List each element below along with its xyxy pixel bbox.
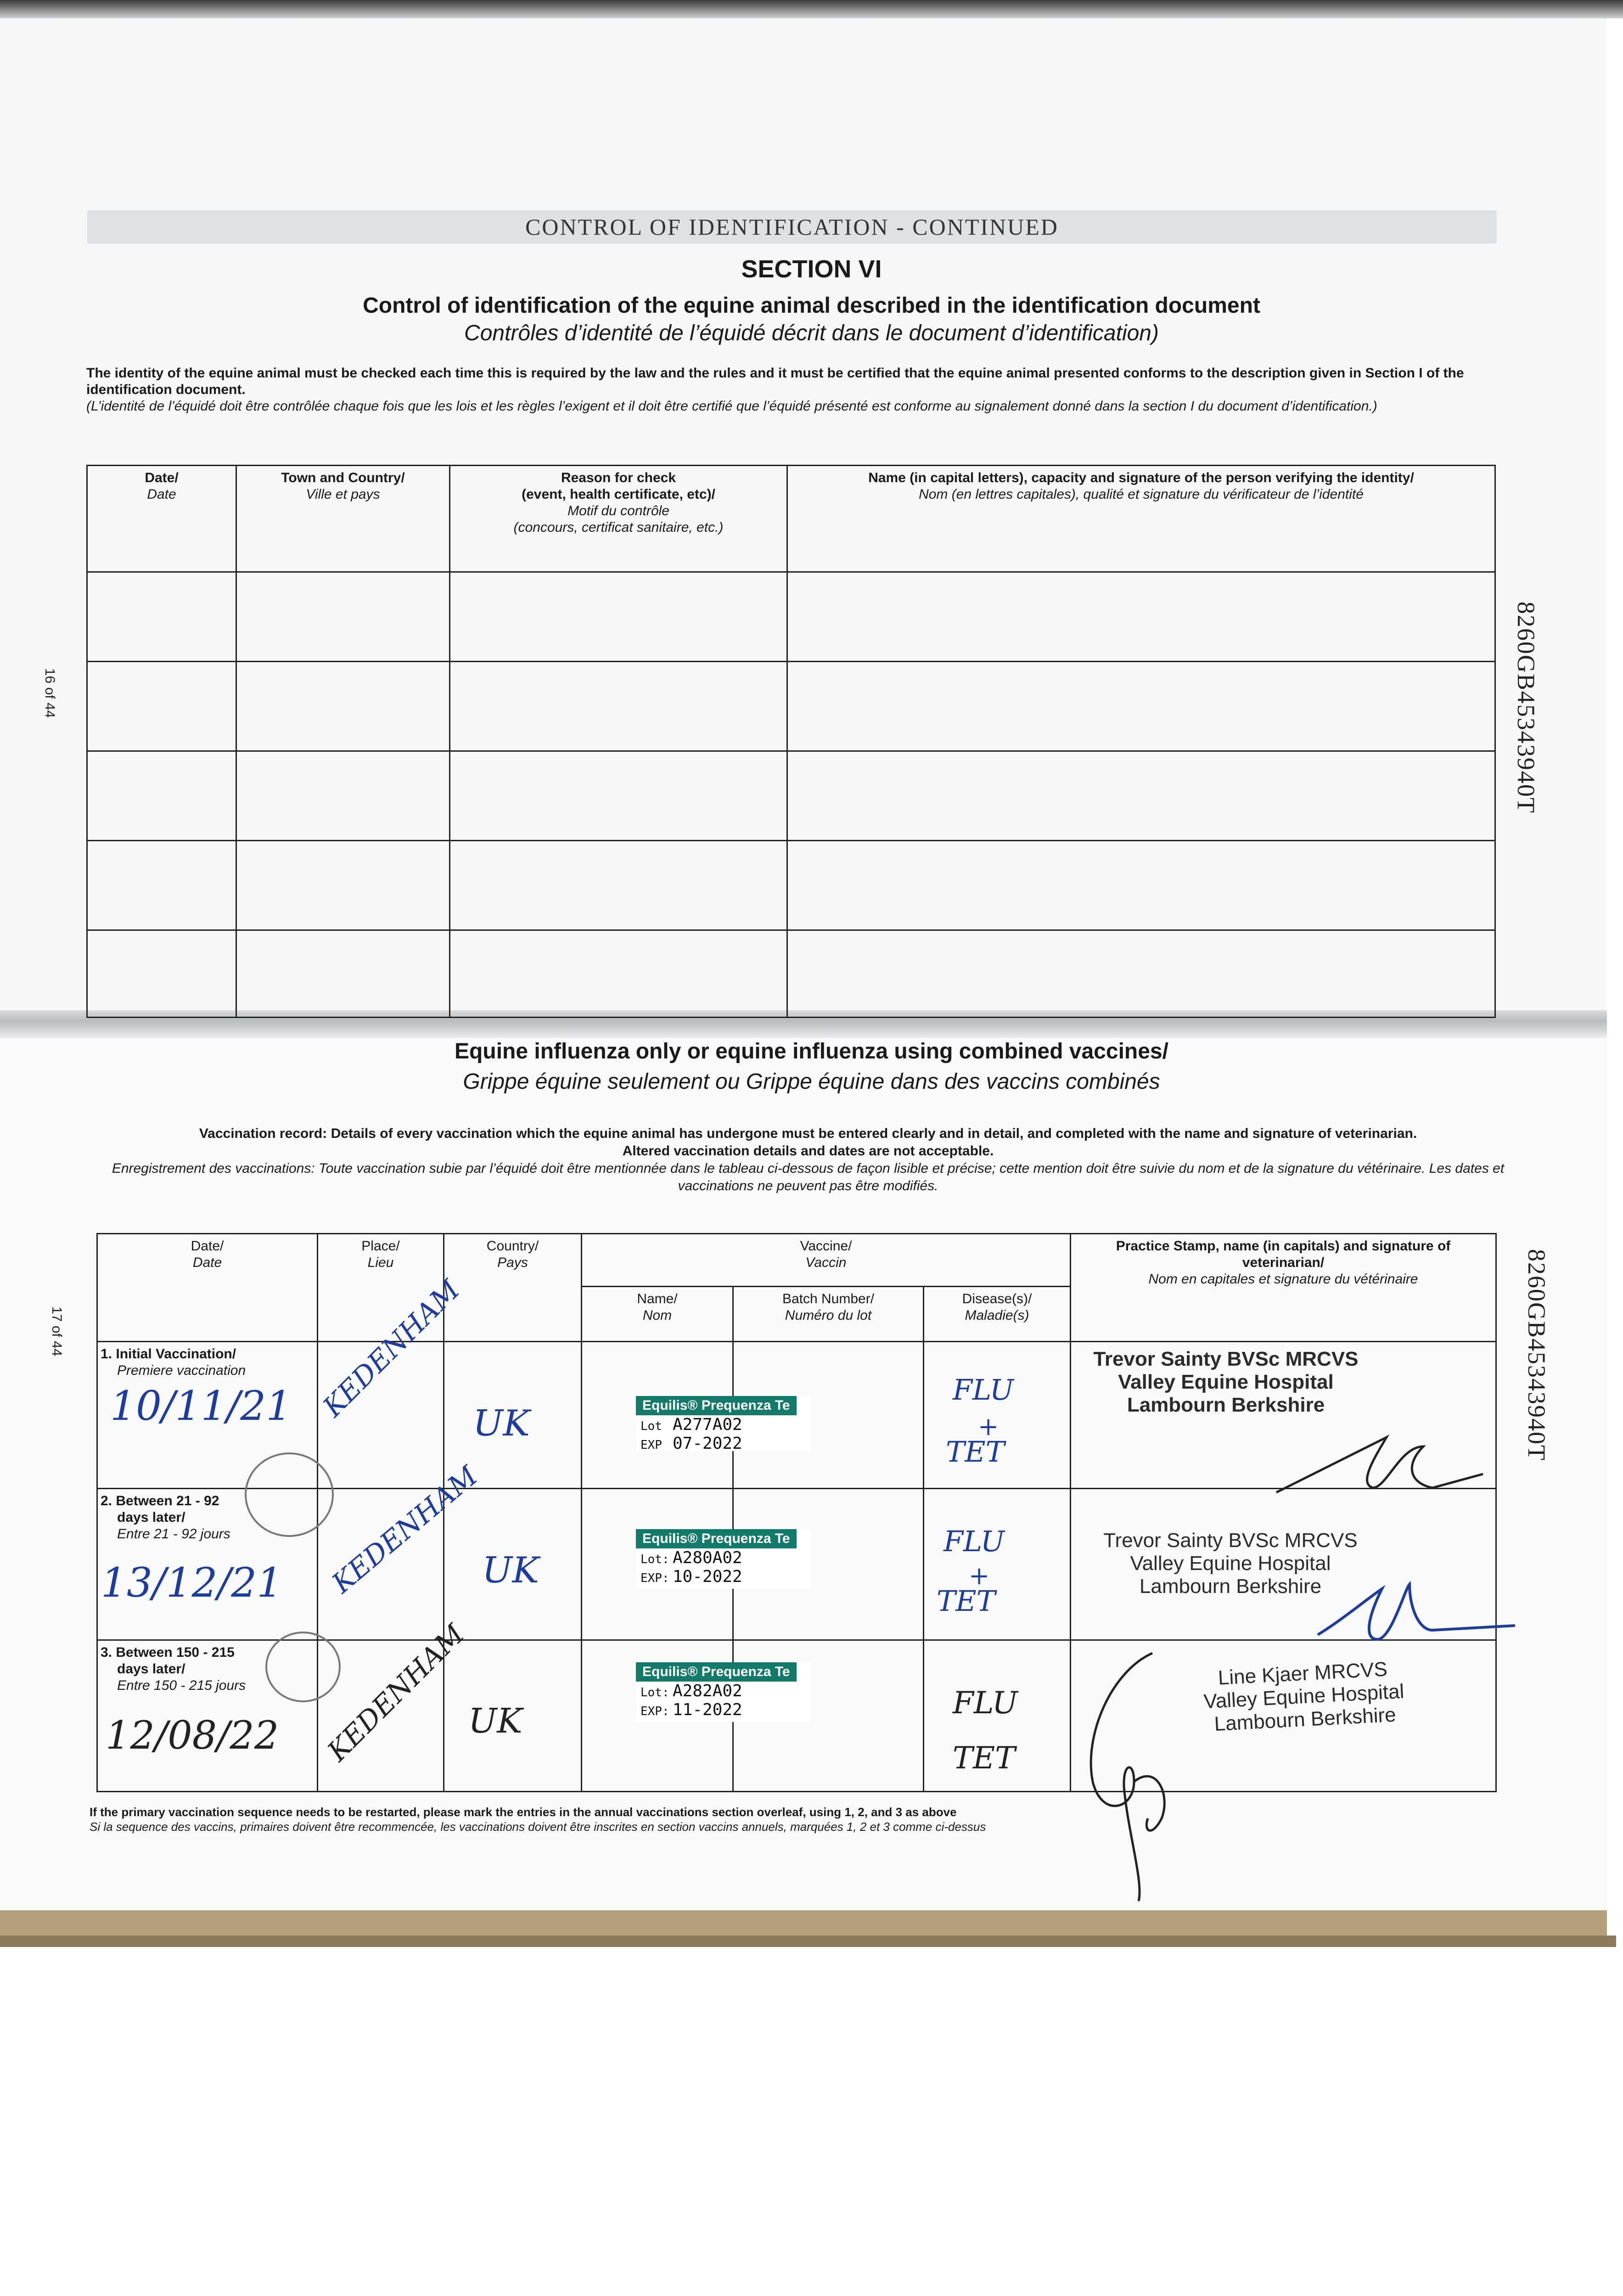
row1-stamp-location: Lambourn Berkshire: [1127, 1394, 1325, 1416]
header-reason-fr: Motif du contrôle: [567, 503, 669, 518]
header-date-fr: Date: [147, 487, 176, 502]
row2-vaccine-sticker: [636, 1529, 810, 1589]
row1-label-fr: Premiere vaccination: [117, 1363, 246, 1378]
row3-disease-1: FLU: [953, 1685, 1018, 1721]
row1-exp-key: EXP: [640, 1438, 662, 1452]
vaccine-notes: [96, 1125, 1520, 1195]
row1-label: 1. Initial Vaccination/: [101, 1346, 236, 1362]
row3-date: 12/08/22: [106, 1713, 279, 1758]
table-row: [87, 841, 1495, 930]
vacc-header-batch: [733, 1287, 924, 1342]
section-subtitle: Contrôles d’identité de l’équidé décrit dans le document d’identification): [464, 321, 1159, 345]
row1-signature: [1267, 1419, 1497, 1502]
row1-lot: A277A02: [673, 1415, 742, 1434]
vacc-header-row: [97, 1234, 1496, 1287]
footer-en: If the primary vaccination sequence needs to be restarted, please mark the entries in the annual vaccinations section overleaf, using 1, 2, and 3 as above: [90, 1805, 957, 1819]
table-header-row: [87, 466, 1495, 572]
vacc-header-date: [97, 1234, 318, 1342]
row2-date: 13/12/21: [101, 1559, 283, 1606]
row1-disease-3: TET: [946, 1435, 1005, 1469]
vaccine-section-title: Equine influenza only or equine influenza using combined vaccines/: [455, 1039, 1168, 1064]
header-reason-en-2: (event, health certificate, etc)/: [522, 487, 715, 502]
vacc-header-name-fr: Nom: [642, 1308, 672, 1323]
row2-lot-key: Lot:: [640, 1553, 669, 1566]
header-date: [87, 466, 236, 572]
table-row: [87, 572, 1495, 662]
header-town-en: Town and Country/: [281, 470, 405, 485]
intro-english: The identity of the equine animal must be checked each time this is required by the law and the rules and it must be certified that the equine animal presented conforms to the description given in Section I of the identification document.: [86, 366, 1464, 397]
header-verifier-en: Name (in capital letters), capacity and signature of the person verifying the identity/: [868, 470, 1414, 485]
row1-stamp-practice: Valley Equine Hospital: [1118, 1371, 1334, 1393]
vacc-header-disease-en: Disease(s)/: [962, 1291, 1032, 1306]
row2-disease-2: +: [969, 1561, 990, 1590]
row1-country: UK: [473, 1403, 530, 1444]
row1-stamp-name: Trevor Sainty BVSc MRCVS: [1093, 1348, 1359, 1370]
passport-number-bottom: 8260GB45343940T: [1523, 1249, 1550, 1461]
section-title: Control of identification of the equine animal described in the identification document: [363, 293, 1260, 318]
vacc-header-name: [582, 1287, 733, 1342]
row3-vaccine-sticker: [636, 1662, 810, 1722]
vacc-header-stamp-en: Practice Stamp, name (in capitals) and signature of veterinarian/: [1116, 1238, 1451, 1270]
row3-label: 3. Between 150 - 215: [101, 1645, 235, 1660]
section-banner-text: CONTROL OF IDENTIFICATION - CONTINUED: [525, 214, 1059, 240]
vacc-header-vaccine-en: Vaccine/: [800, 1238, 852, 1254]
header-reason: [450, 466, 787, 572]
table-row: [87, 662, 1495, 751]
vaccine-note-en: Vaccination record: Details of every vaccination which the equine animal has undergone must be entered clearly and in detail, and completed with the name and signature of veterinarian.: [199, 1126, 1417, 1141]
header-town: [236, 466, 450, 572]
intro-text: [86, 365, 1487, 415]
table-row: [87, 930, 1495, 1018]
book-cover-edge-dark: [0, 1936, 1616, 1947]
header-reason-en: Reason for check: [561, 470, 676, 485]
row2-stamp-location: Lambourn Berkshire: [1139, 1575, 1322, 1598]
table-row: [87, 751, 1495, 841]
vacc-header-stamp-fr: Nom en capitales et signature du vétérinaire: [1148, 1272, 1418, 1287]
row3-stamp-name: Line Kjaer MRCVS: [1217, 1658, 1388, 1689]
header-verifier-fr: Nom (en lettres capitales), qualité et signature du vérificateur de l’identité: [919, 487, 1364, 502]
page-number-bottom: 17 of 44: [49, 1306, 64, 1356]
vacc-header-disease-fr: Maladie(s): [965, 1308, 1029, 1323]
vaccine-section-title-fr: Grippe équine seulement ou Grippe équine dans des vaccins combinés: [463, 1069, 1160, 1094]
row2-stamp-name: Trevor Sainty BVSc MRCVS: [1103, 1529, 1358, 1552]
row2-country: UK: [482, 1550, 539, 1591]
row1-disease-2: +: [978, 1412, 999, 1441]
footer-fr: Si la sequence des vaccins, primaires doivent être recommencée, les vaccinations doivent être inscrites en section vaccins annuels, marquées 1, 2 et 3 comme ci-dessus: [90, 1820, 986, 1834]
row3-exp-key: EXP:: [640, 1705, 669, 1718]
row3-lot-key: Lot:: [640, 1686, 669, 1699]
identification-table: [86, 465, 1496, 1018]
row3-stamp-location: Lambourn Berkshire: [1213, 1703, 1397, 1736]
section-heading: SECTION VI: [741, 255, 882, 283]
vacc-header-stamp: [1071, 1234, 1496, 1342]
section-banner: [87, 210, 1497, 243]
row2-disease-1: FLU: [943, 1525, 1005, 1558]
passport-number-top: 8260GB45343940T: [1512, 602, 1540, 814]
row1-lot-key: Lot: [640, 1419, 662, 1433]
vacc-header-disease: [924, 1287, 1071, 1342]
header-verifier: [787, 466, 1495, 572]
intro-french: (L’identité de l’équidé doit être contrôlée chaque fois que les lois et les règles l’exigent et il doit être certifié que l’équidé présenté est conforme au signalement donné dans la section I du document d’identification.): [86, 399, 1377, 414]
vacc-header-country: [444, 1234, 582, 1342]
vacc-header-vaccine: [582, 1234, 1071, 1287]
row1-ink-circle: [239, 1446, 340, 1543]
row1-date: 10/11/21: [110, 1382, 292, 1429]
row1-exp: 07-2022: [673, 1434, 742, 1453]
row3-country: UK: [468, 1701, 522, 1741]
row2-exp: 10-2022: [673, 1567, 742, 1586]
row1-sticker-brand: Equilis® Prequenza Te: [636, 1396, 797, 1415]
row3-exp: 11-2022: [673, 1700, 742, 1719]
vacc-header-batch-en: Batch Number/: [782, 1291, 875, 1306]
vacc-header-batch-fr: Numéro du lot: [785, 1308, 872, 1323]
row3-disease-2: TET: [953, 1740, 1016, 1776]
vacc-header-country-en: Country/: [486, 1238, 539, 1254]
vacc-header-place-en: Place/: [361, 1238, 400, 1254]
row1-disease-1: FLU: [953, 1373, 1014, 1407]
row3-label-2: days later/: [117, 1661, 185, 1677]
page-number-top: 16 of 44: [42, 668, 57, 718]
vaccine-note-fr: Enregistrement des vaccinations: Toute vaccination subie par l’équidé doit être mentionnée dans le tableau ci-dessous de façon lisible et précise; cette mention doit être suivie du nom et de la signature du vétérinaire. Les dates et vaccinations ne peuvent pas être modifiés.: [112, 1161, 1505, 1193]
row3-place: KEDENHAM: [321, 1618, 471, 1768]
row2-exp-key: EXP:: [640, 1571, 669, 1585]
header-date-en: Date/: [145, 470, 179, 485]
vacc-header-date-fr: Date: [192, 1255, 222, 1270]
row3-stamp-practice: Valley Equine Hospital: [1203, 1680, 1405, 1713]
vacc-header-vaccine-fr: Vaccin: [805, 1255, 847, 1270]
row2-sticker-brand: Equilis® Prequenza Te: [636, 1529, 797, 1548]
row3-signature: [1065, 1644, 1258, 1910]
row2-stamp-practice: Valley Equine Hospital: [1130, 1552, 1331, 1575]
vacc-header-place-fr: Lieu: [367, 1255, 394, 1270]
vacc-header-country-fr: Pays: [497, 1255, 528, 1270]
row3-label-fr: Entre 150 - 215 jours: [117, 1678, 246, 1693]
vaccine-note-en-2: Altered vaccination details and dates are not acceptable.: [622, 1143, 994, 1159]
vacc-header-name-en: Name/: [637, 1291, 678, 1306]
row2-label: 2. Between 21 - 92: [101, 1493, 219, 1508]
row3-sticker-brand: Equilis® Prequenza Te: [636, 1662, 797, 1682]
row2-lot: A280A02: [673, 1548, 742, 1567]
vacc-header-date-en: Date/: [191, 1238, 224, 1254]
row2-label-fr: Entre 21 - 92 jours: [117, 1526, 230, 1542]
row3-lot: A282A02: [673, 1682, 742, 1700]
header-reason-fr-2: (concours, certificat sanitaire, etc.): [513, 520, 724, 535]
page-top-edge: [0, 0, 1623, 18]
row1-vet-stamp: [1084, 1348, 1368, 1417]
book-cover-edge: [0, 1910, 1607, 1936]
row2-place: KEDENHAM: [326, 1460, 484, 1600]
row2-disease-3: TET: [937, 1584, 995, 1618]
row2-label-2: days later/: [117, 1510, 185, 1525]
footer-notes: [90, 1805, 986, 1834]
row1-vaccine-sticker: [636, 1396, 810, 1451]
row1-place: KEDENHAM: [317, 1274, 466, 1424]
header-town-fr: Ville et pays: [306, 487, 380, 502]
row3-ink-circle: [262, 1628, 344, 1706]
